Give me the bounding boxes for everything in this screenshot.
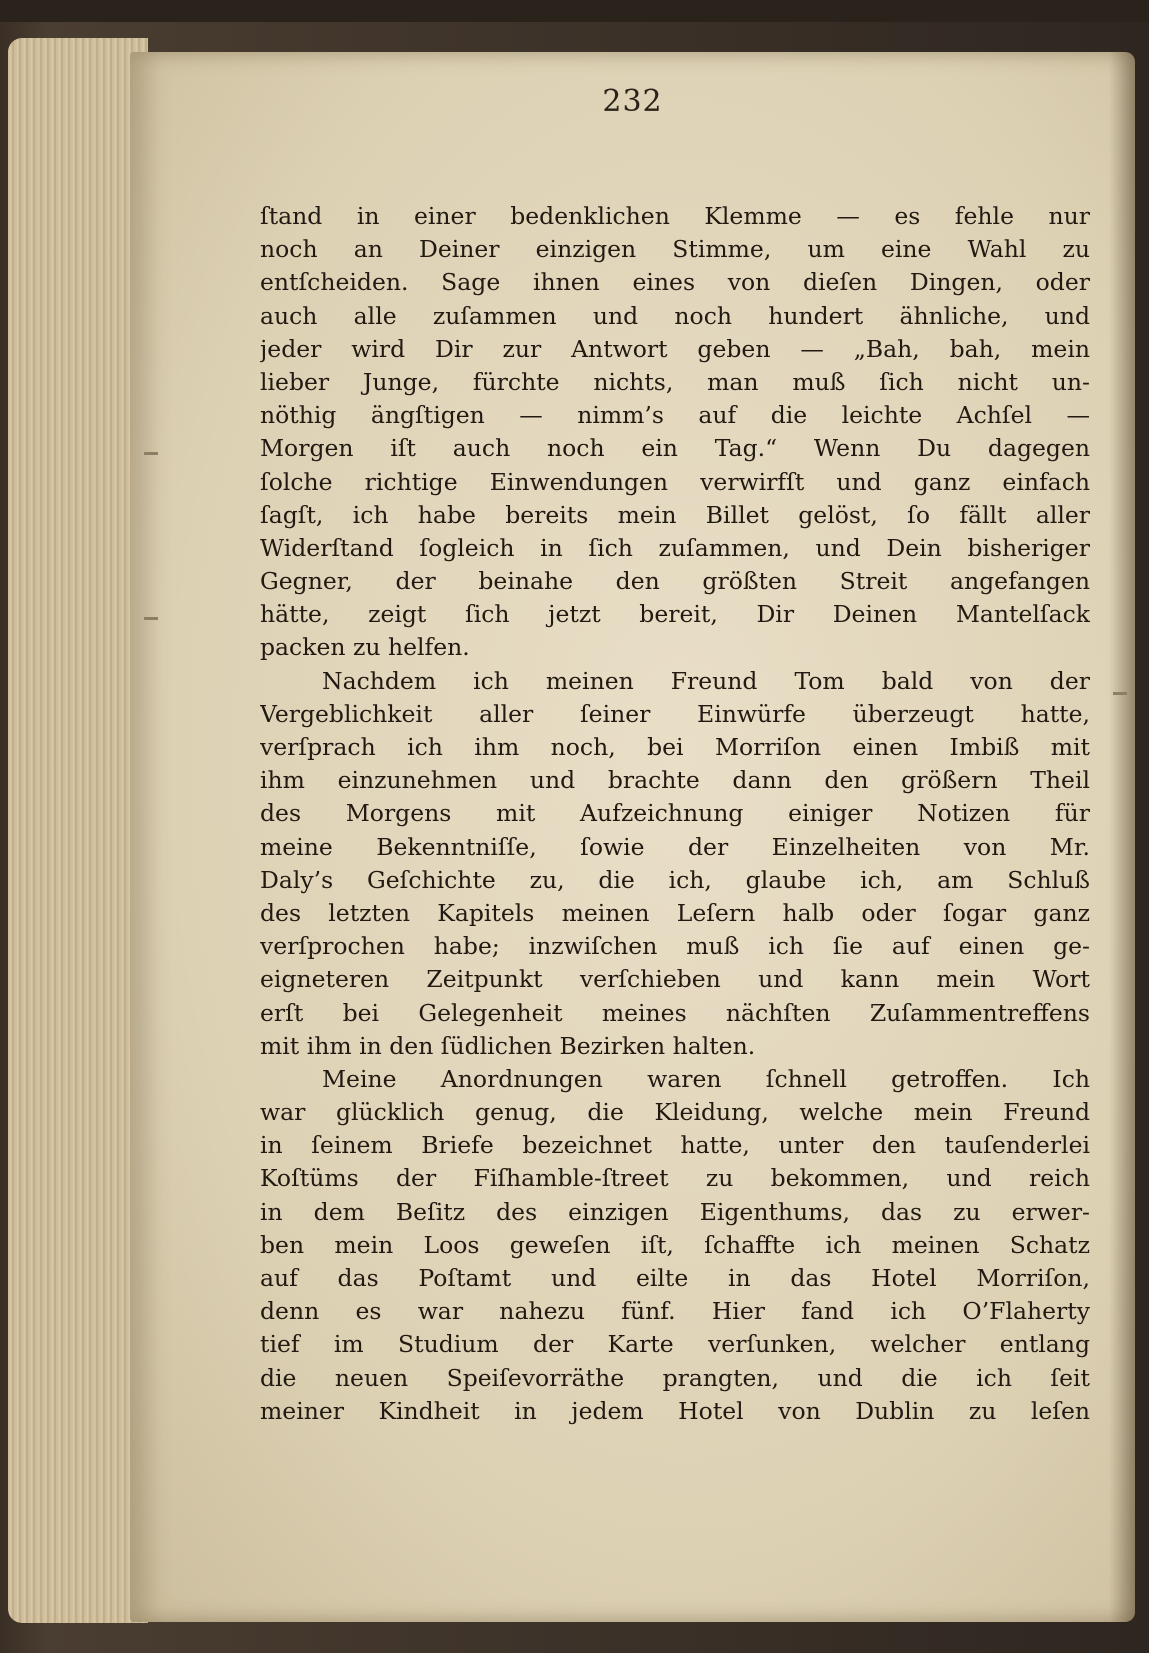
page-text xyxy=(260,200,1090,1428)
text-line: verſprochen habe; inzwiſchen muß ich ſie auf einen ge- xyxy=(260,932,1090,961)
text-line: verſprach ich ihm noch, bei Morriſon einen Imbiß mit xyxy=(260,733,1090,761)
text-line: auch alle zuſammen und noch hundert ähnliche, und xyxy=(260,301,1090,330)
text-line: entſcheiden. Sage ihnen eines von dieſen Dingen, oder xyxy=(260,268,1090,297)
text-line: Morgen iſt auch noch ein Tag.“ Wenn Du dagegen xyxy=(260,434,1090,463)
text-line: ſagſt, ich habe bereits mein Billet gelöst, ſo fällt aller xyxy=(260,500,1090,529)
text-line: ſolche richtige Einwendungen verwirfſt und ganz einfach xyxy=(260,467,1090,496)
text-line: ihm einzunehmen und brachte dann den größern Theil xyxy=(260,766,1090,795)
text-line: in ſeinem Briefe bezeichnet hatte, unter den tauſenderlei xyxy=(260,1131,1090,1160)
text-line: tief im Studium der Karte verſunken, welcher entlang xyxy=(260,1330,1090,1359)
text-line: lieber Junge, fürchte nichts, man muß ſich nicht un- xyxy=(260,367,1090,396)
text-line: Gegner, der beinahe den größten Streit angefangen xyxy=(260,567,1090,596)
text-line: ben mein Loos geweſen iſt, ſchaffte ich meinen Schatz xyxy=(260,1230,1090,1259)
text-line: meiner Kindheit in jedem Hotel von Dublin zu leſen xyxy=(260,1396,1090,1425)
text-line: mit ihm in den ſüdlichen Bezirken halten. xyxy=(260,1031,756,1060)
text-line: in dem Beſitz des einzigen Eigenthums, das zu erwer- xyxy=(260,1197,1090,1226)
margin-mark xyxy=(144,617,158,620)
book-page xyxy=(130,52,1135,1622)
text-line: packen zu helfen. xyxy=(260,633,470,662)
text-line: eigneteren Zeitpunkt verſchieben und kann mein Wort xyxy=(260,965,1090,994)
text-line: Nachdem ich meinen Freund Tom bald von der xyxy=(322,666,1090,695)
page-number: 232 xyxy=(602,84,663,119)
text-line: Koſtüms der Fiſhamble-ſtreet zu bekommen, und reich xyxy=(260,1164,1090,1193)
margin-mark xyxy=(1113,692,1127,695)
margin-mark xyxy=(144,452,158,455)
text-line: meine Bekenntniſſe, ſowie der Einzelheiten von Mr. xyxy=(260,832,1090,861)
page-edges xyxy=(8,38,148,1623)
text-line: auf das Poſtamt und eilte in das Hotel Morriſon, xyxy=(260,1264,1090,1292)
text-line: noch an Deiner einzigen Stimme, um eine Wahl zu xyxy=(260,235,1090,264)
text-line: denn es war nahezu fünf. Hier fand ich O’Flaherty xyxy=(260,1297,1090,1326)
text-line: jeder wird Dir zur Antwort geben — „Bah, bah, mein xyxy=(260,334,1090,363)
text-line: des Morgens mit Aufzeichnung einiger Notizen für xyxy=(260,799,1090,828)
text-line: die neuen Speiſevorräthe prangten, und die ich ſeit xyxy=(260,1363,1090,1392)
text-line: Meine Anordnungen waren ſchnell getroffen. Ich xyxy=(322,1064,1090,1093)
text-line: Daly’s Geſchichte zu, die ich, glaube ich, am Schluß xyxy=(260,865,1090,894)
text-line: hätte, zeigt ſich jetzt bereit, Dir Deinen Mantelſack xyxy=(260,600,1090,629)
text-line: Widerſtand ſogleich in ſich zuſammen, und Dein bisheriger xyxy=(260,533,1090,562)
text-line: ſtand in einer bedenklichen Klemme — es fehle nur xyxy=(260,202,1090,230)
text-line: nöthig ängſtigen — nimm’s auf die leichte Achſel — xyxy=(260,401,1090,430)
text-line: erſt bei Gelegenheit meines nächſten Zuſammentreffens xyxy=(260,998,1090,1027)
text-line: Vergeblichkeit aller ſeiner Einwürfe überzeugt hatte, xyxy=(260,699,1090,728)
text-line: war glücklich genug, die Kleidung, welche mein Freund xyxy=(260,1098,1090,1127)
spine-shadow xyxy=(1109,52,1135,1622)
text-line: des letzten Kapitels meinen Leſern halb oder ſogar ganz xyxy=(260,898,1090,927)
